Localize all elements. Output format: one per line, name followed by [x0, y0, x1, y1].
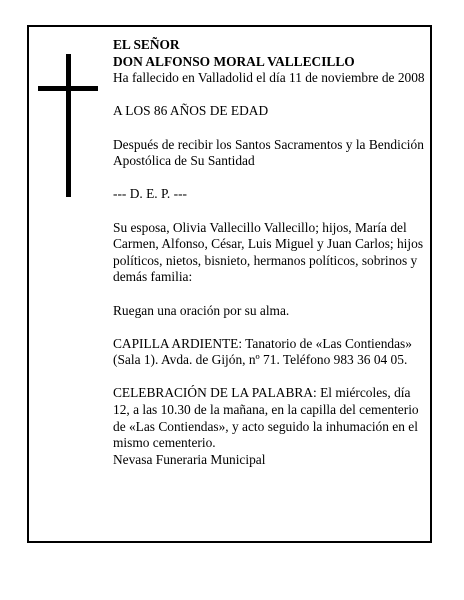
prayer: Ruegan una oración por su alma.	[113, 302, 290, 318]
cross-vertical-bar	[66, 54, 71, 197]
family: Su esposa, Olivia Vallecillo Vallecillo; hijos, María del Carmen, Alfonso, César, Luis Miguel y Juan Carlos; hijos políticos, nietos, bisnieto, hermanos políticos, sobrinos y demás familia:	[113, 219, 424, 285]
obituary-text	[113, 37, 425, 468]
cross-horizontal-bar	[38, 86, 98, 91]
funeral-home: Nevasa Funeraria Municipal	[113, 451, 266, 467]
sacraments: Después de recibir los Santos Sacramentos y la Bendición Apostólica de Su Santidad	[113, 136, 424, 169]
chapel: CAPILLA ARDIENTE: Tanatorio de «Las Contiendas» (Sala 1). Avda. de Gijón, nº 71. Teléfono 983 36 04 05.	[113, 335, 412, 368]
title-line-1: EL SEÑOR	[113, 37, 180, 52]
death-info: Ha fallecido en Valladolid el día 11 de noviembre de 2008	[113, 70, 425, 86]
rip: --- D. E. P. ---	[113, 186, 188, 202]
title-line-2: DON ALFONSO MORAL VALLECILLO	[113, 53, 355, 69]
ceremony: CELEBRACIÓN DE LA PALABRA: El miércoles, día 12, a las 10.30 de la mañana, en la capilla del cementerio de «Las Contiendas», y acto seguido la inhumación en el mismo cementerio.	[113, 385, 419, 451]
age: A LOS 86 AÑOS DE EDAD	[113, 103, 269, 119]
